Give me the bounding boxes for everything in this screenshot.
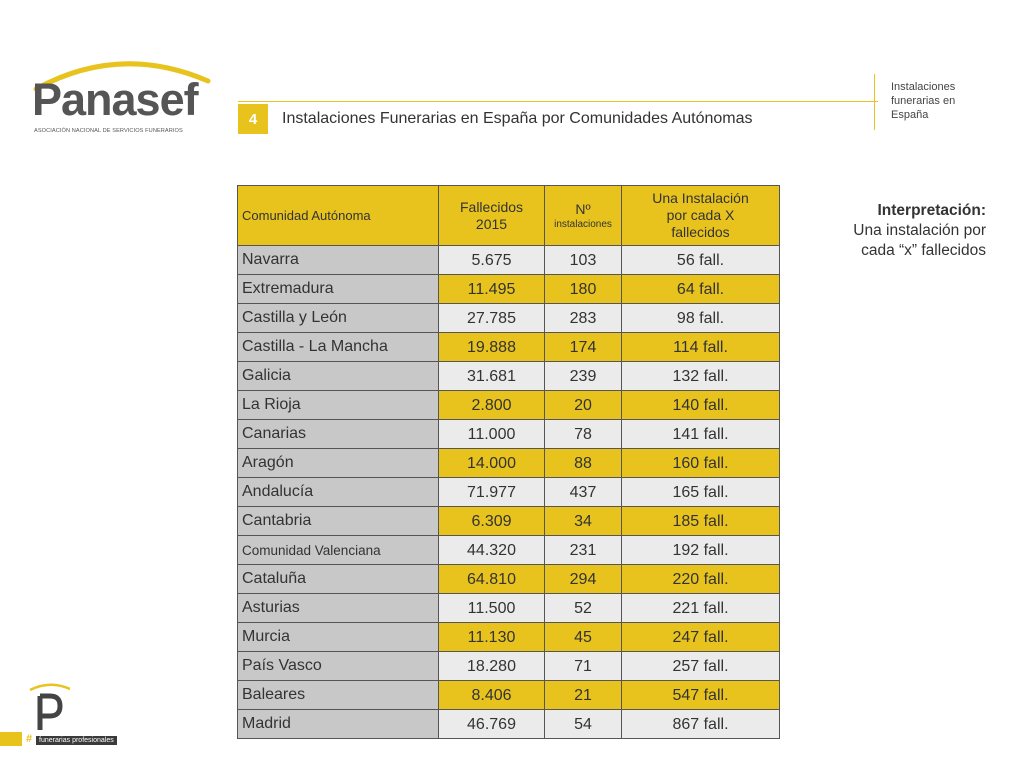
cell-installations: 45 xyxy=(545,623,622,652)
cell-community: Castilla - La Mancha xyxy=(238,333,439,362)
cell-deaths: 46.769 xyxy=(439,710,545,739)
page-title: Instalaciones Funerarias en España por Comunidades Autónomas xyxy=(282,110,753,127)
cell-installations: 437 xyxy=(545,478,622,507)
cell-installations: 103 xyxy=(545,246,622,275)
footer-p-icon xyxy=(0,680,80,736)
cell-community: Cantabria xyxy=(238,507,439,536)
cell-installations: 88 xyxy=(545,449,622,478)
cell-deaths: 19.888 xyxy=(439,333,545,362)
cell-ratio: 185 fall. xyxy=(622,507,780,536)
side-note-line: funerarias en xyxy=(891,95,956,107)
table-row xyxy=(238,275,780,304)
cell-ratio: 220 fall. xyxy=(622,565,780,594)
table-row xyxy=(238,565,780,594)
logo-subtitle: ASOCIACIÓN NACIONAL DE SERVICIOS FUNERARIOS xyxy=(34,128,183,134)
interpretation-line: Una instalación por xyxy=(853,222,986,239)
cell-installations: 283 xyxy=(545,304,622,333)
cell-community: Aragón xyxy=(238,449,439,478)
header-ratio-line: Una Instalación xyxy=(652,190,749,206)
cell-ratio: 160 fall. xyxy=(622,449,780,478)
cell-installations: 52 xyxy=(545,594,622,623)
cell-deaths: 11.000 xyxy=(439,420,545,449)
cell-deaths: 5.675 xyxy=(439,246,545,275)
cell-community: Andalucía xyxy=(238,478,439,507)
footer-hash: # xyxy=(26,733,33,745)
cell-ratio: 141 fall. xyxy=(622,420,780,449)
cell-ratio: 547 fall. xyxy=(622,681,780,710)
table-row xyxy=(238,681,780,710)
cell-deaths: 8.406 xyxy=(439,681,545,710)
header-ratio-line: fallecidos xyxy=(671,224,730,240)
cell-installations: 78 xyxy=(545,420,622,449)
cell-deaths: 6.309 xyxy=(439,507,545,536)
side-note-line: España xyxy=(891,109,929,121)
cell-deaths: 27.785 xyxy=(439,304,545,333)
cell-installations: 54 xyxy=(545,710,622,739)
cell-community: Castilla y León xyxy=(238,304,439,333)
panasef-logo xyxy=(30,55,220,140)
cell-ratio: 114 fall. xyxy=(622,333,780,362)
cell-deaths: 2.800 xyxy=(439,391,545,420)
cell-deaths: 18.280 xyxy=(439,652,545,681)
table-row xyxy=(238,362,780,391)
cell-ratio: 140 fall. xyxy=(622,391,780,420)
cell-installations: 180 xyxy=(545,275,622,304)
cell-ratio: 247 fall. xyxy=(622,623,780,652)
cell-ratio: 867 fall. xyxy=(622,710,780,739)
cell-ratio: 165 fall. xyxy=(622,478,780,507)
cell-community: Murcia xyxy=(238,623,439,652)
cell-deaths: 64.810 xyxy=(439,565,545,594)
cell-deaths: 44.320 xyxy=(439,536,545,565)
table-row xyxy=(238,710,780,739)
table-row xyxy=(238,652,780,681)
cell-ratio: 192 fall. xyxy=(622,536,780,565)
table-row xyxy=(238,420,780,449)
footer-accent-bar xyxy=(0,732,22,746)
cell-installations: 71 xyxy=(545,652,622,681)
header-ratio-line: por cada X xyxy=(666,207,735,223)
side-note xyxy=(874,74,984,130)
interpretation-line: cada “x” fallecidos xyxy=(861,242,986,259)
table-row xyxy=(238,536,780,565)
cell-deaths: 31.681 xyxy=(439,362,545,391)
cell-community: Extremadura xyxy=(238,275,439,304)
cell-community: Navarra xyxy=(238,246,439,275)
cell-community: Cataluña xyxy=(238,565,439,594)
cell-ratio: 132 fall. xyxy=(622,362,780,391)
header-divider xyxy=(238,101,878,102)
table-row xyxy=(238,594,780,623)
header-deaths-line: 2015 xyxy=(475,215,508,232)
side-note-line: Instalaciones xyxy=(891,81,956,93)
cell-installations: 20 xyxy=(545,391,622,420)
cell-installations: 231 xyxy=(545,536,622,565)
cell-ratio: 64 fall. xyxy=(622,275,780,304)
cell-community: Comunidad Valenciana xyxy=(238,536,439,565)
installations-table xyxy=(237,185,780,739)
cell-ratio: 98 fall. xyxy=(622,304,780,333)
cell-ratio: 56 fall. xyxy=(622,246,780,275)
header-deaths-line: Fallecidos xyxy=(459,198,524,215)
header-installations-line: instalaciones xyxy=(554,218,612,230)
cell-installations: 294 xyxy=(545,565,622,594)
header-deaths xyxy=(439,186,545,246)
section-number-badge: 4 xyxy=(238,104,268,134)
cell-community: Madrid xyxy=(238,710,439,739)
header-installations-line: Nº xyxy=(575,200,591,217)
interpretation-note xyxy=(853,201,986,261)
cell-deaths: 14.000 xyxy=(439,449,545,478)
footer-tagline: funerarias profesionales xyxy=(36,736,117,745)
table-row xyxy=(238,507,780,536)
cell-installations: 239 xyxy=(545,362,622,391)
table-row xyxy=(238,304,780,333)
table-row xyxy=(238,391,780,420)
interpretation-title: Interpretación: xyxy=(877,202,986,219)
cell-installations: 34 xyxy=(545,507,622,536)
cell-community: Asturias xyxy=(238,594,439,623)
cell-deaths: 11.495 xyxy=(439,275,545,304)
cell-installations: 21 xyxy=(545,681,622,710)
table-header-row xyxy=(238,186,780,246)
cell-deaths: 11.130 xyxy=(439,623,545,652)
table-row xyxy=(238,333,780,362)
cell-community: Baleares xyxy=(238,681,439,710)
header-installations xyxy=(545,186,622,246)
cell-deaths: 11.500 xyxy=(439,594,545,623)
table-row xyxy=(238,246,780,275)
header-ratio xyxy=(622,186,780,246)
cell-community: La Rioja xyxy=(238,391,439,420)
cell-deaths: 71.977 xyxy=(439,478,545,507)
cell-installations: 174 xyxy=(545,333,622,362)
table-row xyxy=(238,478,780,507)
table-row xyxy=(238,623,780,652)
cell-community: País Vasco xyxy=(238,652,439,681)
logo-name: Panasef xyxy=(32,74,198,125)
cell-community: Galicia xyxy=(238,362,439,391)
table-row xyxy=(238,449,780,478)
cell-community: Canarias xyxy=(238,420,439,449)
header-community: Comunidad Autónoma xyxy=(238,186,439,246)
cell-ratio: 257 fall. xyxy=(622,652,780,681)
cell-ratio: 221 fall. xyxy=(622,594,780,623)
